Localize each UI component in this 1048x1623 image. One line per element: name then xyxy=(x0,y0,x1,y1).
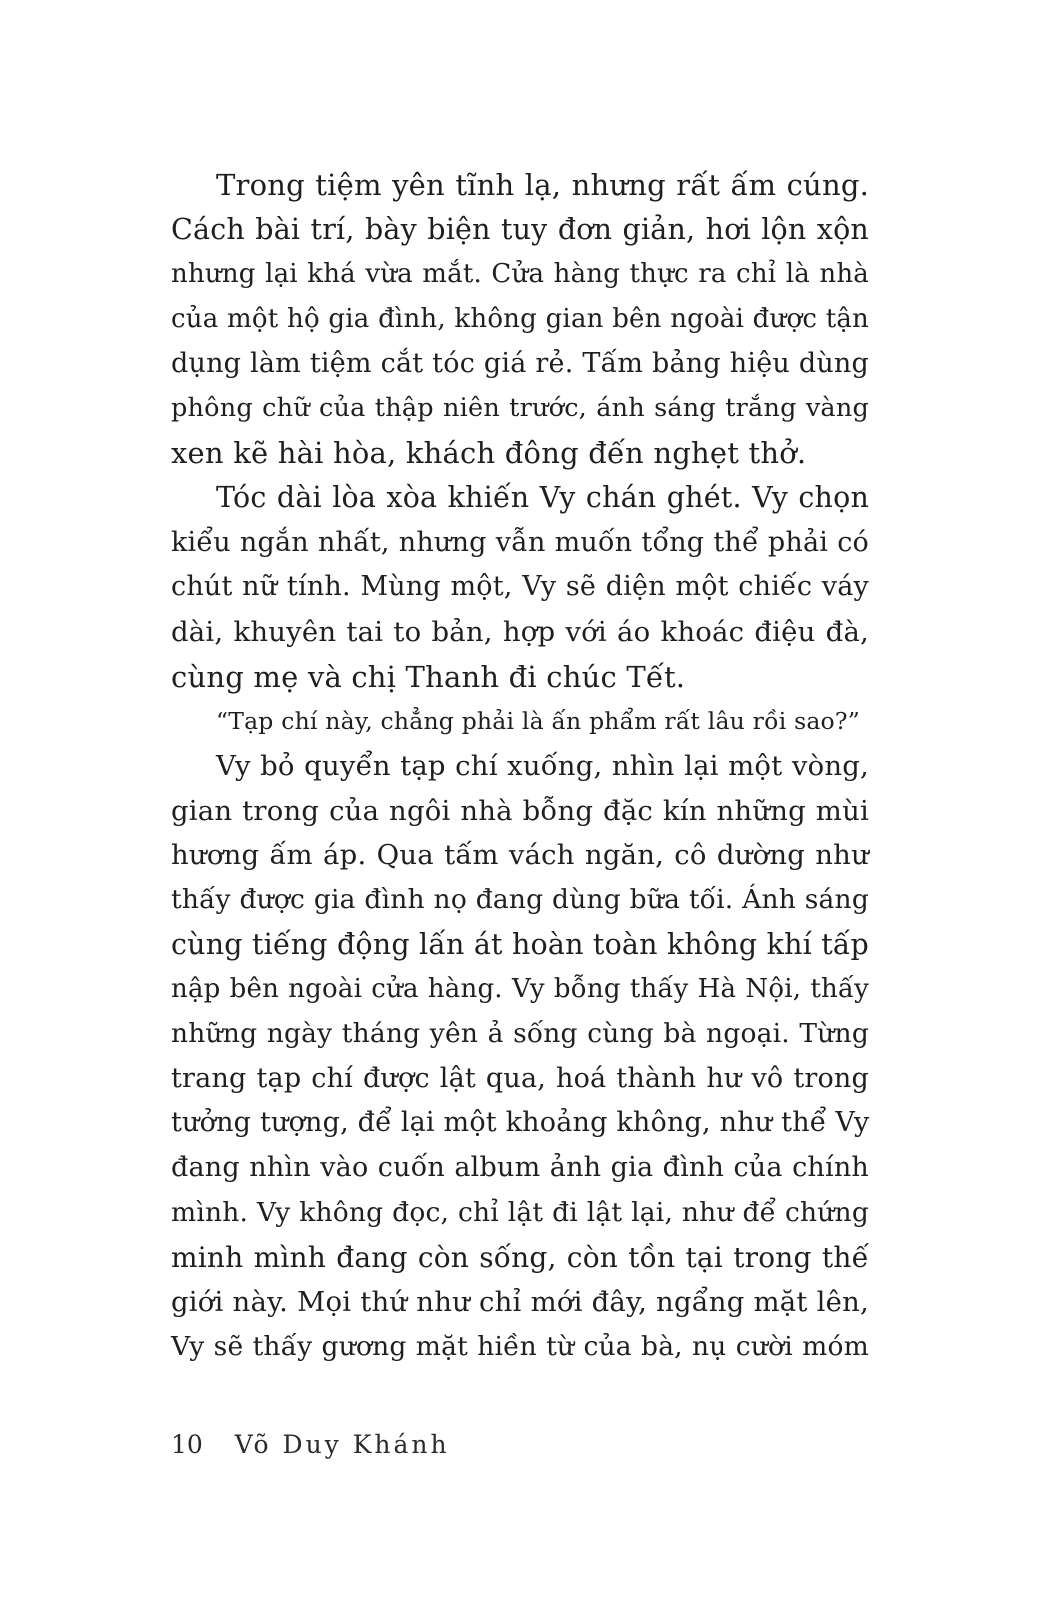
paragraph-1 xyxy=(171,163,869,476)
text-line: dụng làm tiệm cắt tóc giá rẻ. Tấm bảng hiệu dùng xyxy=(171,347,869,379)
text-line: Trong tiệm yên tĩnh lạ, nhưng rất ấm cúng. xyxy=(216,168,869,202)
text-line: giới này. Mọi thứ như chỉ mới đây, ngẩng mặt lên, xyxy=(171,1286,869,1319)
text-line: Vy bỏ quyển tạp chí xuống, nhìn lại một vòng, xyxy=(216,749,869,782)
text-line: Cách bài trí, bày biện tuy đơn giản, hơi lộn xộn xyxy=(171,212,869,246)
author-name: Võ Duy Khánh xyxy=(234,1430,450,1459)
paragraph-2 xyxy=(171,476,869,699)
text-line: nhưng lại khá vừa mắt. Cửa hàng thực ra chỉ là nhà xyxy=(171,259,869,290)
paragraph-3 xyxy=(171,699,869,744)
text-line: mình. Vy không đọc, chỉ lật đi lật lại, như để chứng xyxy=(171,1196,869,1228)
page-footer xyxy=(171,1430,450,1459)
text-line: chút nữ tính. Mùng một, Vy sẽ diện một chiếc váy xyxy=(171,571,869,603)
paragraph-4 xyxy=(171,744,869,1370)
body-text xyxy=(171,163,869,1370)
text-line: cùng tiếng động lấn át hoàn toàn không khí tấp xyxy=(171,927,869,961)
text-line: nập bên ngoài cửa hàng. Vy bỗng thấy Hà Nội, thấy xyxy=(171,974,869,1005)
text-line: hương ấm áp. Qua tấm vách ngăn, cô dường như xyxy=(171,839,869,872)
text-line: trang tạp chí được lật qua, hoá thành hư vô trong xyxy=(171,1062,869,1094)
text-line: Vy sẽ thấy gương mặt hiền từ của bà, nụ cười móm xyxy=(171,1330,869,1362)
text-line: phông chữ của thập niên trước, ánh sáng trắng vàng xyxy=(171,393,869,424)
text-line: Tóc dài lòa xòa khiến Vy chán ghét. Vy chọn xyxy=(216,480,869,514)
text-line: kiểu ngắn nhất, nhưng vẫn muốn tổng thể phải có xyxy=(171,526,869,558)
text-line: của một hộ gia đình, không gian bên ngoài được tận xyxy=(171,304,869,335)
text-line: thấy được gia đình nọ đang dùng bữa tối. Ánh sáng xyxy=(171,884,869,915)
text-line: dài, khuyên tai to bản, hợp với áo khoác điệu đà, xyxy=(171,615,869,648)
text-line: đang nhìn vào cuốn album ảnh gia đình của chính xyxy=(171,1152,869,1184)
text-line: gian trong của ngôi nhà bỗng đặc kín những mùi xyxy=(171,794,869,827)
text-line: xen kẽ hài hòa, khách đông đến nghẹt thở. xyxy=(171,436,807,471)
text-line: minh mình đang còn sống, còn tồn tại trong thế xyxy=(171,1240,869,1274)
page-number: 10 xyxy=(171,1430,203,1459)
text-line: tưởng tượng, để lại một khoảng không, như thể Vy xyxy=(171,1107,870,1139)
text-line: “Tạp chí này, chẳng phải là ấn phẩm rất lâu rồi sao?” xyxy=(216,707,860,736)
text-line: cùng mẹ và chị Thanh đi chúc Tết. xyxy=(171,659,686,694)
text-line: những ngày tháng yên ả sống cùng bà ngoại. Từng xyxy=(171,1018,869,1050)
